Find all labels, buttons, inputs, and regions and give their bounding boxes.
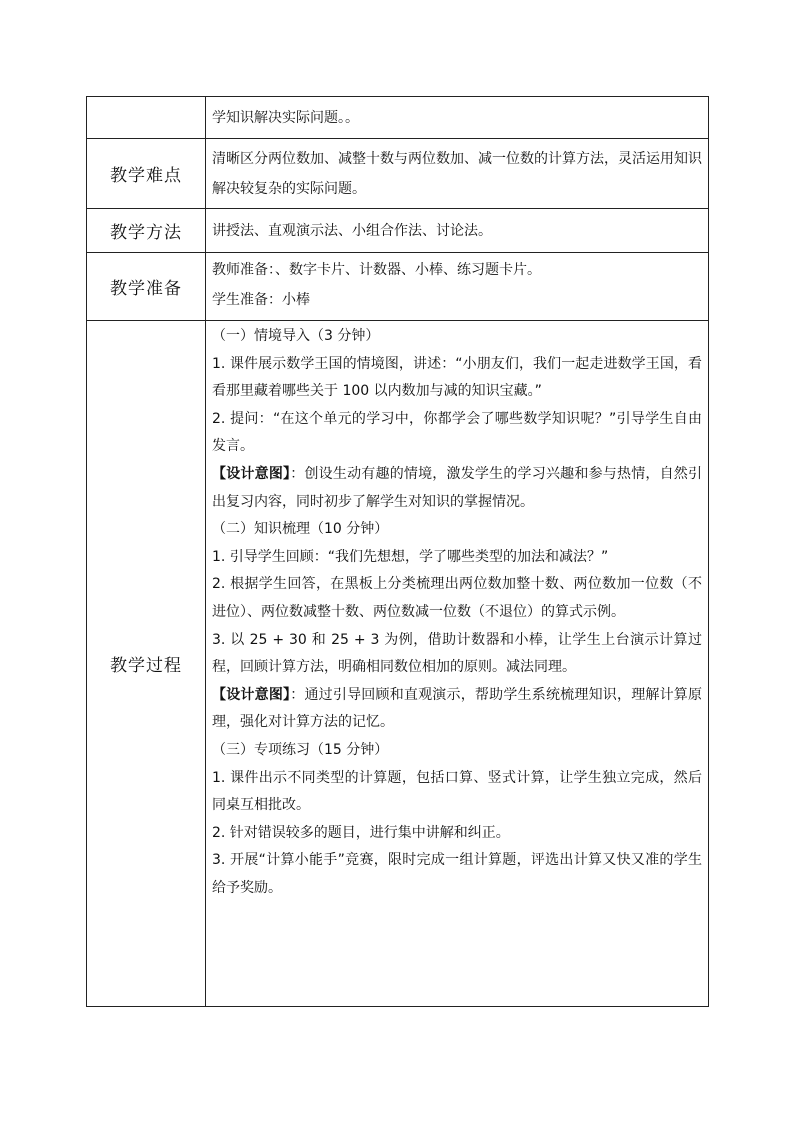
table-row: [87, 321, 709, 1007]
section-1-paragraph-1: 1. 课件展示数学王国的情境图，讲述：“小朋友们，我们一起走进数学王国，看看那里藏着哪些关于 100 以内数加与减的知识宝藏。”: [212, 355, 702, 400]
intent-label: 【设计意图】: [212, 465, 291, 482]
section-1-paragraph-2: 2. 提问：“在这个单元的学习中，你都学会了哪些数学知识呢？”引导学生自由发言。: [212, 410, 702, 455]
continuation-text: [206, 97, 709, 139]
method-text: 讲授法、直观演示法、小组合作法、讨论法。: [206, 209, 709, 253]
section-2-paragraph-1: 1. 引导学生回顾：“我们先想想，学了哪些类型的加法和减法？”: [212, 548, 609, 565]
section-2-intent: [212, 682, 702, 737]
teacher-prep: 教师准备：、数字卡片、计数器、小棒、练习题卡片。: [212, 262, 541, 278]
section-2-paragraph-3: 3. 以 25 + 30 和 25 + 3 为例，借助计数器和小棒，让学生上台演示计算过程，回顾计算方法，明确相同数位相加的原则。减法同理。: [212, 631, 702, 676]
prep-content: [206, 253, 709, 321]
section-3-paragraph-1: 1. 课件出示不同类型的计算题，包括口算、竖式计算，让学生独立完成，然后同桌互相批改。: [212, 769, 702, 814]
table-row: [87, 97, 709, 139]
row-label-prep: 教学准备: [87, 253, 206, 321]
process-content: [206, 321, 709, 1007]
table-row: [87, 253, 709, 321]
difficulty-text: 清晰区分两位数加、减整十数与两位数加、减一位数的计算方法，灵活运用知识解决较复杂的实际问题。: [206, 139, 709, 209]
section-3-paragraph-2: 2. 针对错误较多的题目，进行集中讲解和纠正。: [212, 824, 510, 841]
section-2-title: （二）知识梳理（10 分钟）: [212, 521, 389, 538]
row-label-difficulty: 教学难点: [87, 139, 206, 209]
intent-label: 【设计意图】: [212, 686, 291, 703]
section-3-paragraph-3: 3. 开展“计算小能手”竞赛，限时完成一组计算题，评选出计算又快又准的学生给予奖励。: [212, 852, 702, 896]
lesson-plan-table: [86, 96, 709, 1007]
section-1-title: （一）情境导入（3 分钟）: [212, 328, 380, 344]
row-label-process: 教学过程: [87, 321, 206, 1007]
section-2-paragraph-2: 2. 根据学生回答，在黑板上分类梳理出两位数加整十数、两位数加一位数（不进位）、两位数减整十数、两位数减一位数（不退位）的算式示例。: [212, 576, 702, 620]
table-row: [87, 139, 709, 209]
intent-text: ：通过引导回顾和直观演示，帮助学生系统梳理知识，理解计算原理，强化对计算方法的记忆。: [212, 686, 703, 731]
continuation-line: 学知识解决实际问题。。: [212, 110, 359, 126]
row-label-empty: [87, 97, 206, 139]
student-prep: 学生准备：小棒: [212, 292, 310, 308]
section-3-title: （三）专项练习（15 分钟）: [212, 741, 389, 758]
table-row: [87, 209, 709, 253]
row-label-method: 教学方法: [87, 209, 206, 253]
section-1-intent: [212, 461, 702, 516]
intent-text: ：创设生动有趣的情境，激发学生的学习兴趣和参与热情，自然引出复习内容，同时初步了解学生对知识的掌握情况。: [212, 465, 703, 510]
